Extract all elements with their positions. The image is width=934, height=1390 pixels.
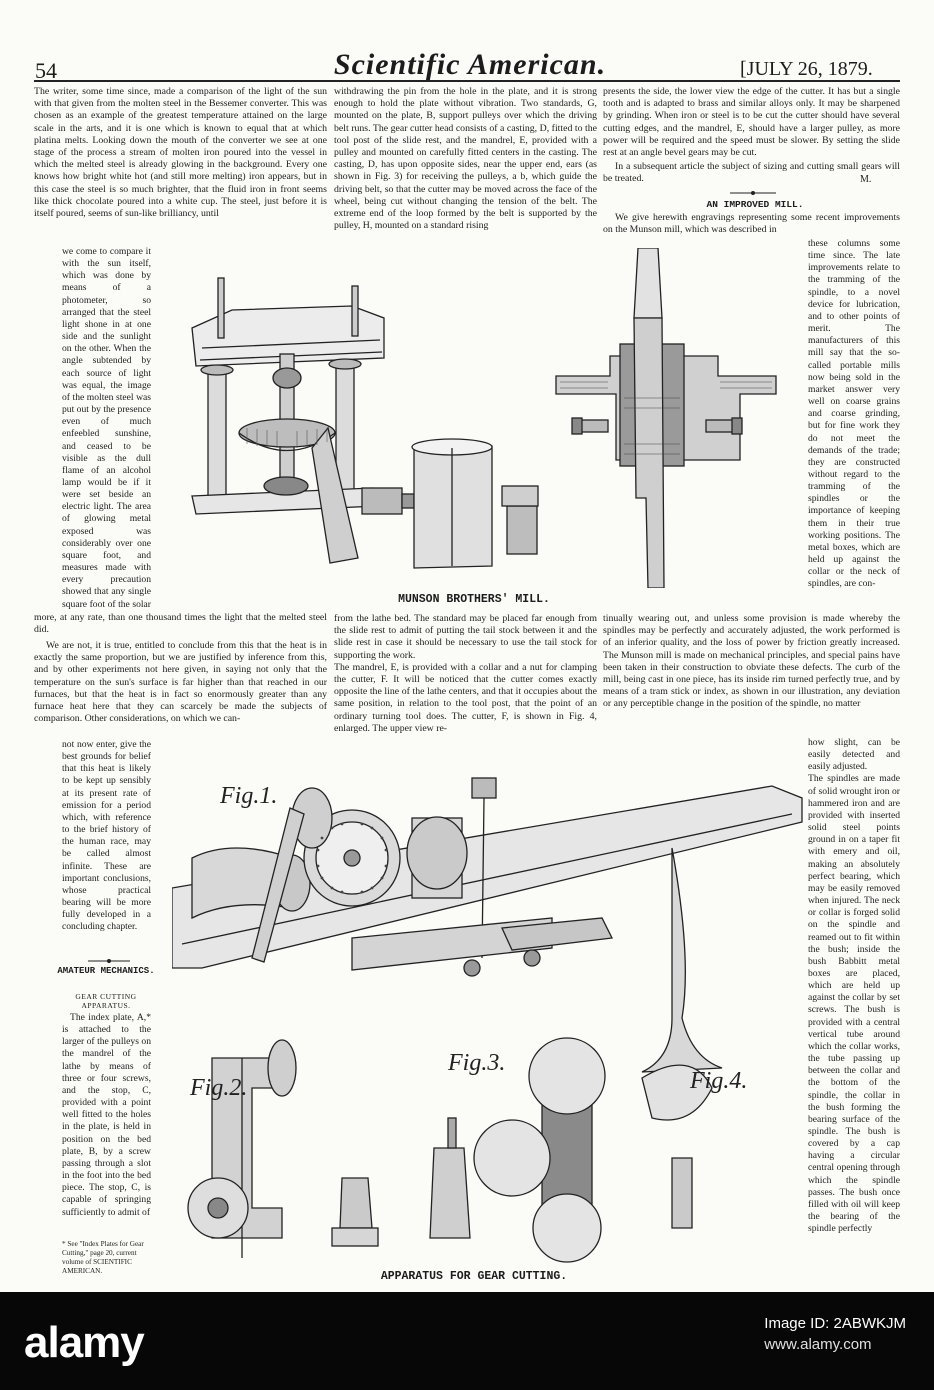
stock-footer-bar <box>0 1292 934 1390</box>
page-number: 54 <box>35 58 57 83</box>
article-sun-para-1-narrow: we come to compare it with the sun itself, which was done by means of a photometer, so arranged that the steel light shone in at one side and the sunlight on the other. When the angle subtended by each source of light was equal, the image of the molten steel was put out by the presence even of much enfeebled sunshine, and ceased to be visible as the dull flame of an alcohol lamp would be if it were set beside an electric light. The area of glowing metal exposed was considerably over one square foot, and measures made with every precaution showed that any single square foot of the solar <box>62 246 151 610</box>
improved-mill-body: tinually wearing out, and unless some provision is made whereby the spindles may be perfectly and accurately adjusted, the work performed is of an inferior quality, and the loss of power by friction greatly increased. The Munson mill is made on mechanical principles, and special pains have been taken in their construction to obviate these defects. The curb of the mill, being cast in one piece, has its inside rim turned perfectly true, and by means of a tram stick or index, as shown in our illustration, any deviation or any perceptible change in the position of the spindle, no matter <box>603 613 900 710</box>
mill-cross-section-illustration <box>550 248 806 588</box>
image-id: Image ID: 2ABWKJM <box>764 1315 906 1332</box>
gear-cutting-illustration <box>172 758 808 1270</box>
improved-mill-title: AN IMPROVED MILL. <box>706 199 804 210</box>
fig-1-label: Fig.1. <box>220 783 278 809</box>
header-rule <box>34 80 900 82</box>
improved-mill-narrow-2: how slight, can be easily detected and easily adjusted. The spindles are made of solid wrought iron or hammered iron and are provided with inserted solid steel points ground in on a taper fit with emery and oil, making an absolutely perfect bearing, which may be easily removed when injured. The neck or collar is forged solid on the spindle and reamed out to fit within the bush; inside the bush Babbitt metal boxes are placed, which are held up against the collar by set screws. The bush is provided with a central vertical tube around which the collar works, the tube passing up between the collar and the bottom of the spindle, the collar in the bush forming the bearing surface of the spindle. The bush is covered by a cap having a circular central opening through which the spindle passes. The bush once filled with oil will keep the bearing of the spindle perfectly <box>808 737 900 1235</box>
article-sun-para-2-narrow: not now enter, give the best grounds for belief that this heat is likely to be kept up sensibly at its present rate of emission for a period which, with reference to the brief history of the human race, may be called almost infinite. These are important conclusions, whose practical bearing will be more fully developed in a concluding chapter. <box>62 739 151 933</box>
author-signature: M. <box>860 174 872 185</box>
gear-cutting-subtitle: GEAR CUTTING APPARATUS. <box>75 992 137 1010</box>
fig-4-label: Fig.4. <box>690 1068 748 1094</box>
alamy-logo: alamy <box>24 1318 144 1367</box>
improved-mill-narrow: these columns some time since. The late improvements relate to the tramming of the spindle, to a novel device for lubrication, and to other points of merit. The manufacturers of this mill say that the so-called portable mills now being sold in the market answer very well on coarse grains and coarse grinding, but for fine work they do not meet the demands of the trade; they are constructed without regard to the tramming of the spindles or the importance of keeping them in their true working positions. The metal boxes, which are held up against the collar or the neck of spindles, are con- <box>808 238 900 590</box>
stock-info <box>764 1314 906 1356</box>
amateur-mechanics-body: The index plate, A,* is attached to the larger of the pulleys on the mandrel of the lathe by means of three or four screws, and the stop, C, provided with a point well fitted to the holes in the plate, is held in position on the bed plate, B, by a screw passing through a slot in the foot into the bed piece. The stop, C, is capable of springing sufficiently to admit of <box>62 1012 151 1218</box>
article-sun-para-2: We are not, it is true, entitled to conclude from this that the heat is in exactly the same proportion, but we are justified by inference from this, and by other experiments not here given, in saying not only that the temperature on the sun's surface is far higher than that reached in our furnaces, but that the heat is in fact so enormously greater than any furnace heat here that they can scarcely be made the subjects of comparison. Other considerations, on which we can- <box>34 640 327 725</box>
fig-2-label: Fig.2. <box>190 1075 248 1101</box>
gear-article-col3-top: presents the side, the lower view the edge of the cutter. It has but a single tooth and is adapted to brass and similar alloys only. It may be sharpened by grinding. When iron or steel is to be cut the cutter should have several cutting edges, and the mandrel, E, should have a larger pulley, as more power will be required and the speed must be slower. By setting the slide rest at an angle bevel gears may be cut. <box>603 86 900 159</box>
article-sun-para-1-end: more, at any rate, than one thousand times the light that the melted steel did. <box>34 612 327 636</box>
section-ornament <box>88 958 130 964</box>
stock-url: www.alamy.com <box>764 1336 872 1353</box>
munson-mill-illustration <box>152 248 550 588</box>
gear-caption: APPARATUS FOR GEAR CUTTING. <box>380 1270 568 1283</box>
section-ornament-2 <box>730 190 776 196</box>
improved-mill-intro: We give herewith engravings representing some recent improvements on the Munson mill, which was described in <box>603 212 900 236</box>
gear-article-col3-closing: In a subsequent article the subject of sizing and cutting small gears will be treated. <box>603 161 900 185</box>
masthead: Scientific American. <box>333 48 607 81</box>
amateur-mechanics-title: AMATEUR MECHANICS. <box>57 966 155 976</box>
article-sun-para-1: The writer, some time since, made a comparison of the light of the sun with that given from the molten steel in the Bessemer converter. This was chosen as an example of the greatest temperature attained on the large scale in the arts, and it is one which is known to equal that at which platina melts. Looking down the mouth of the converter we see at one stage of the process a stream of molten iron poured into the vessel in which the melted steel is already glowing in the background. Every one knows how bright white hot (and still more melting) iron appears, but in this case the steel is so much brighter, that the fluid iron in front seems like thick chocolate poured into a white cup. The steel, just before it is itself poured, seems of sun-like brilliancy, until <box>34 86 327 220</box>
footnote: * See "Index Plates for Gear Cutting," page 20, current volume of SCIENTIFIC AMERICAN. <box>62 1240 144 1275</box>
gear-article-col2-bottom: from the lathe bed. The standard may be placed far enough from the slide rest to admit of putting the tail stock between it and the slide rest in case it should be necessary to use the tail stock for supporting the work. The mandrel, E, is provided with a collar and a nut for clamping the cutter, F. It will be noticed that the cutter comes exactly opposite the line of the lathe centers, and that it occupies about the same position, in relation to the tool post, that the point of an ordinary turning tool does. The cutter, F, is shown in Fig. 4, enlarged. The upper view re- <box>334 613 597 734</box>
issue-date: [JULY 26, 1879. <box>740 58 873 80</box>
fig-3-label: Fig.3. <box>448 1050 506 1076</box>
gear-article-col2-top: withdrawing the pin from the hole in the plate, and it is strong enough to hold the plate without vibration. Two standards, G, mounted on the plate, B, support pulleys over which the driving belt runs. The gear cutter head consists of a casting, D, fitted to the tool post of the slide rest, and the mandrel, E, provided with a pulley and mounted on carefully fitted centers in the casting. The casting, D, has upon opposite sides, near the upper end, ears (as shown in Fig. 3) for receiving the pulleys, a b, which guide the driving belt, so that the cutter may be moved across the face of the wheel, being cut without changing the tension of the belt. The extreme end of the loop formed by the belt is supported by the pulley, H, mounted on a standard rising <box>334 86 597 232</box>
mill-caption: MUNSON BROTHERS' MILL. <box>398 593 550 606</box>
